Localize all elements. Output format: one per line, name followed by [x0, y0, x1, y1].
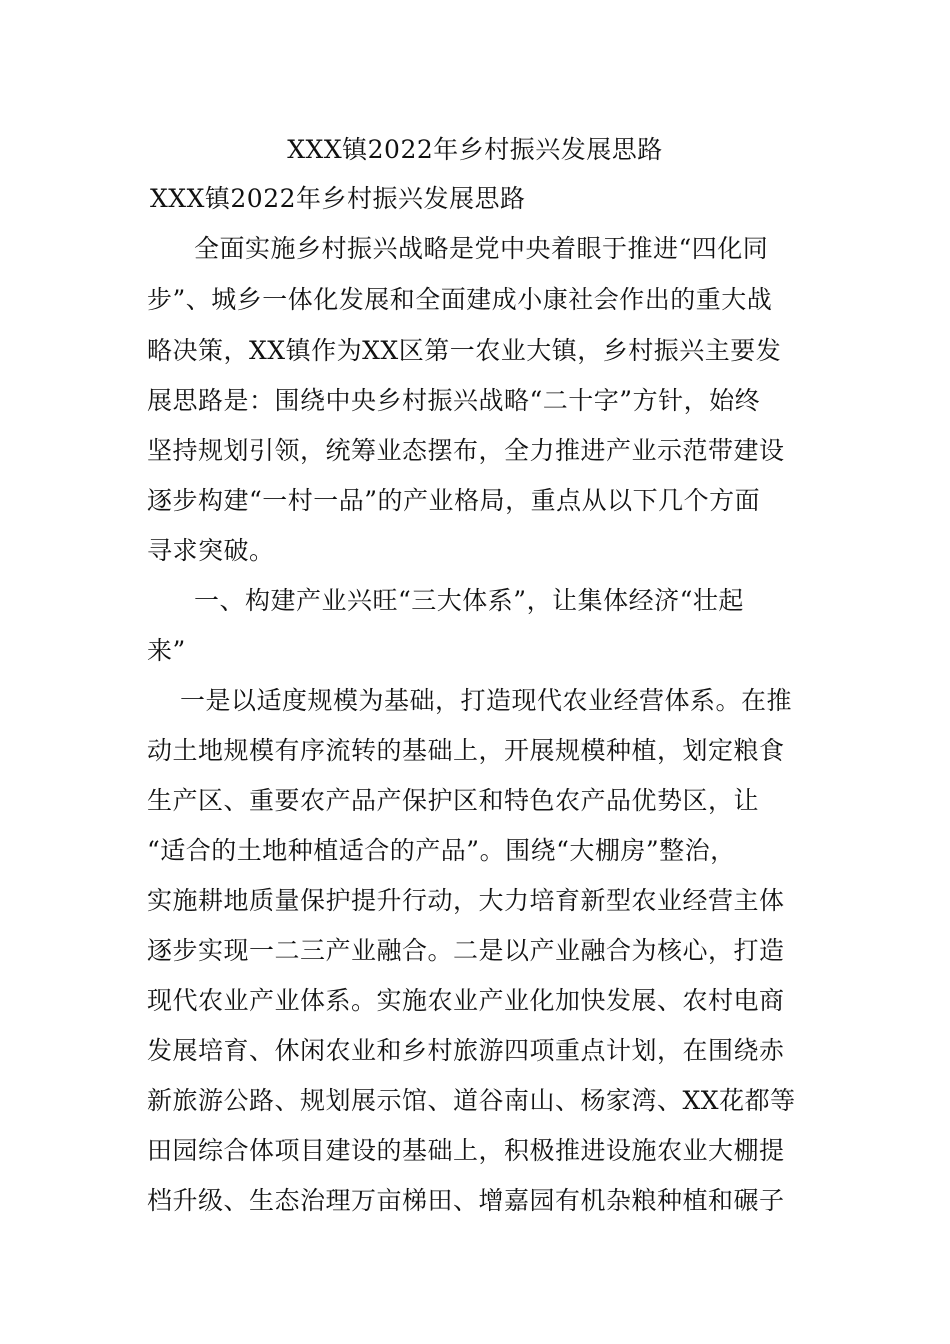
paragraph-line: 坚持规划引领，统筹业态摆布，全力推进产业示范带建设: [147, 436, 785, 465]
paragraph-line: 略决策，XX镇作为XX区第一农业大镇，乡村振兴主要发: [147, 336, 782, 365]
section-heading-line: 一、构建产业兴旺“三大体系”，让集体经济“壮起: [194, 586, 744, 615]
paragraph-line: 寻求突破。: [147, 536, 275, 565]
paragraph-line: 步”、城乡一体化发展和全面建成小康社会作出的重大战: [147, 285, 773, 314]
paragraph-line: 逐步构建“一村一品”的产业格局，重点从以下几个方面: [147, 486, 761, 515]
paragraph-line: 一是以适度规模为基础，打造现代农业经营体系。在推: [180, 686, 793, 715]
paragraph-line: 田园综合体项目建设的基础上，积极推进设施农业大棚提: [147, 1136, 785, 1165]
paragraph-line: 全面实施乡村振兴战略是党中央着眼于推进“四化同: [194, 234, 769, 263]
paragraph-line: 生产区、重要农产品产保护区和特色农产品优势区，让: [147, 786, 760, 815]
paragraph-line: 实施耕地质量保护提升行动，大力培育新型农业经营主体: [147, 886, 785, 915]
paragraph-line: 动土地规模有序流转的基础上，开展规模种植，划定粮食: [147, 736, 785, 765]
paragraph-line: 档升级、生态治理万亩梯田、增嘉园有机杂粮种植和碾子: [147, 1186, 785, 1215]
document-title: XXX镇2022年乡村振兴发展思路: [287, 135, 663, 164]
paragraph-line: 展思路是：围绕中央乡村振兴战略“二十字”方针，始终: [147, 386, 761, 415]
paragraph-line: 新旅游公路、规划展示馆、道谷南山、杨家湾、XX花都等: [147, 1086, 796, 1115]
paragraph-line: 现代农业产业体系。实施农业产业化加快发展、农村电商: [147, 986, 785, 1015]
section-heading-line: 来”: [147, 636, 186, 665]
paragraph-line: “适合的土地种植适合的产品”。围绕“大棚房”整治，: [147, 836, 736, 865]
document-subtitle: XXX镇2022年乡村振兴发展思路: [150, 184, 526, 213]
paragraph-line: 发展培育、休闲农业和乡村旅游四项重点计划，在围绕赤: [147, 1036, 785, 1065]
paragraph-line: 逐步实现一二三产业融合。二是以产业融合为核心，打造: [147, 936, 785, 965]
